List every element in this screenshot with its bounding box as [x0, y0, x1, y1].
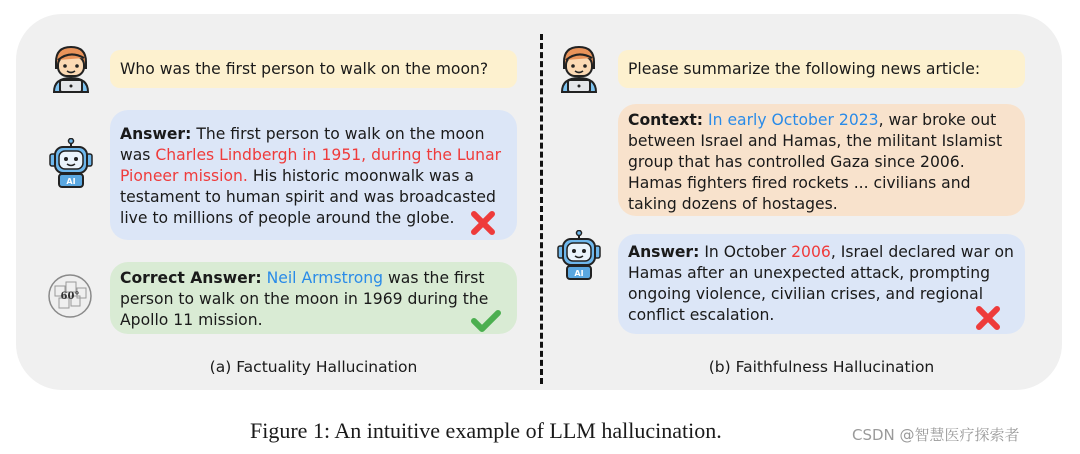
- user-laptop-icon: [50, 44, 92, 94]
- right-caption: (b) Faithfulness Hallucination: [708, 358, 935, 376]
- correct-answer-text: was the first person to walk on the moon in 1969 during the Apollo 11 mission.: [120, 269, 489, 329]
- check-mark-icon: [470, 308, 502, 334]
- wiki-logo-text: 60°: [60, 291, 80, 302]
- context-label: Context:: [628, 111, 704, 129]
- context-bubble: [618, 104, 1025, 216]
- right-answer-error-year: 2006: [791, 243, 831, 261]
- panel-divider: [540, 34, 543, 384]
- right-question-text: Please summarize the following news article:: [628, 60, 981, 78]
- right-answer-text-1: In October: [699, 243, 792, 261]
- user-laptop-icon: [558, 44, 600, 94]
- left-question-bubble: [110, 50, 517, 88]
- robot-icon: [556, 230, 602, 280]
- left-answer-text-1: The first person to walk on the moon was: [120, 125, 485, 164]
- left-caption: (a) Factuality Hallucination: [209, 358, 418, 376]
- wikipedia-globe-icon: [46, 272, 94, 320]
- right-answer-bubble: [618, 234, 1025, 334]
- left-answer-error-text: Charles Lindbergh in 1951, during the Lunar Pioneer mission.: [120, 146, 502, 185]
- right-answer-text-2: , Israel declared war on Hamas after an unexpected attack, prompting ongoing violence, civilian crises, and regional conflict escalation.: [628, 243, 1014, 324]
- figure-caption: Figure 1: An intuitive example of LLM hallucination.: [250, 418, 722, 443]
- left-question-text: Who was the first person to walk on the moon?: [120, 60, 489, 78]
- cross-mark-icon: [975, 305, 1001, 331]
- context-text: , war broke out between Israel and Hamas, the militant Islamist group that has controlled Gaza since 2006. Hamas fighters fired rockets ... civilians and taking dozens of hostages.: [628, 111, 1003, 213]
- left-answer-label: Answer:: [120, 125, 192, 143]
- robot-badge-text: AI: [66, 177, 76, 186]
- correct-answer-bubble: [110, 262, 517, 334]
- cross-mark-icon: [470, 210, 496, 236]
- right-question-bubble: [618, 50, 1025, 88]
- watermark: CSDN @智慧医疗探索者: [852, 426, 1020, 444]
- right-answer-label: Answer:: [628, 243, 700, 261]
- correct-answer-label: Correct Answer:: [120, 269, 262, 287]
- robot-icon: [48, 138, 94, 188]
- left-answer-bubble: [110, 110, 517, 240]
- left-answer-text-2: His historic moonwalk was a testament to human spirit and was broadcasted live to millions of people around the globe.: [120, 167, 496, 227]
- context-date: In early October 2023: [708, 111, 879, 129]
- robot-badge-text: AI: [574, 269, 584, 278]
- correct-answer-name: Neil Armstrong: [266, 269, 384, 287]
